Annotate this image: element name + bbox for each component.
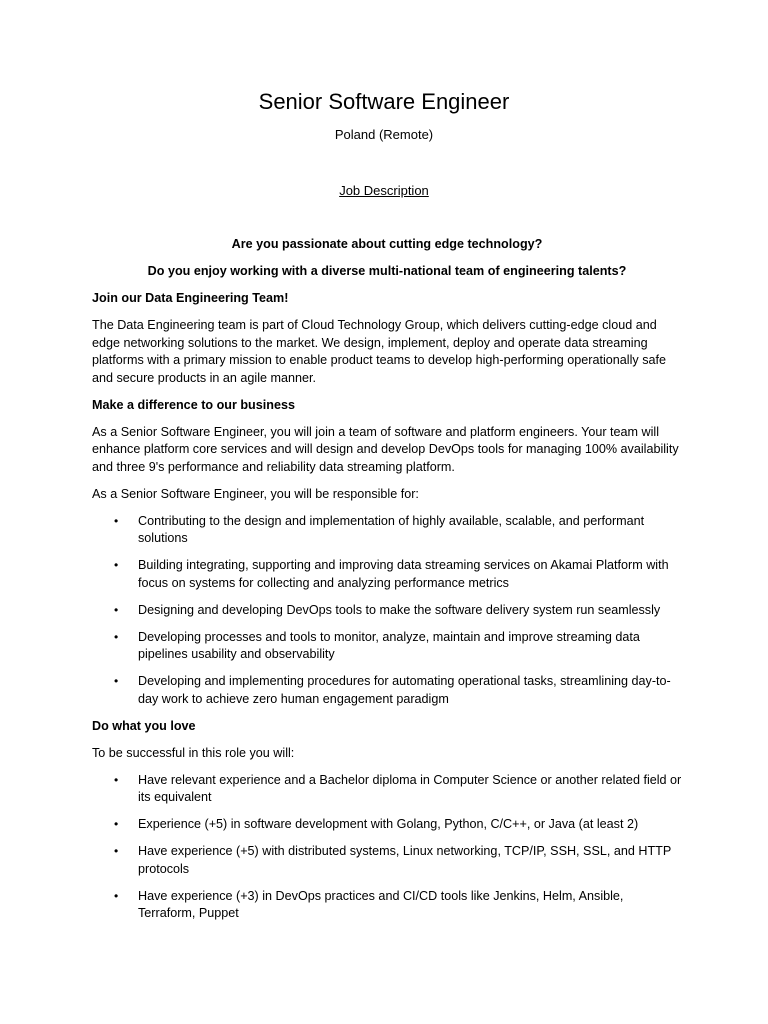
job-title: Senior Software Engineer [258, 89, 510, 114]
team-paragraph: The Data Engineering team is part of Cloud Technology Group, which delivers cutting-edge cloud and edge networking solutions to the market. We design, implement, deploy and operate data streaming platforms with a primary mission to enable product teams to develop high-performing operationally safe and secure products in an agile manner. [92, 318, 666, 385]
list-item [92, 602, 682, 620]
job-description-heading: Job Description [339, 183, 429, 198]
list-item [92, 673, 682, 708]
list-item-text: Have experience (+3) in DevOps practices and CI/CD tools like Jenkins, Helm, Ansible, Terraform, Puppet [138, 888, 624, 920]
bullet-icon: • [114, 674, 119, 688]
requirements-list [92, 772, 682, 923]
difference-heading: Make a difference to our business [92, 397, 295, 412]
list-item-text: Building integrating, supporting and improving data streaming services on Akamai Platform with focus on systems for collecting and analyzing performance metrics [138, 558, 669, 590]
list-item [92, 629, 682, 664]
list-item [92, 816, 682, 834]
bullet-icon: • [114, 817, 119, 831]
responsibilities-intro: As a Senior Software Engineer, you will be responsible for: [92, 486, 419, 501]
list-item [92, 772, 682, 807]
bullet-icon: • [114, 513, 119, 528]
bullet-icon: • [114, 772, 119, 787]
job-location: Poland (Remote) [334, 127, 434, 142]
list-item-text: Contributing to the design and implementation of highly available, scalable, and performant solutions [138, 513, 645, 545]
love-heading: Do what you love [92, 718, 196, 733]
intro-question: Are you passionate about cutting edge technology? [231, 237, 543, 251]
requirements-intro: To be successful in this role you will: [92, 745, 295, 760]
bullet-icon: • [114, 558, 119, 572]
bullet-icon: • [114, 844, 119, 858]
list-item [92, 843, 682, 878]
list-item-text: Developing processes and tools to monitor, analyze, maintain and improve streaming data pipelines usability and observability [138, 629, 640, 661]
intro-question: Do you enjoy working with a diverse multi-national team of engineering talents? [147, 264, 627, 278]
bullet-icon: • [114, 888, 119, 903]
list-item-text: Have relevant experience and a Bachelor diploma in Computer Science or another related field or its equivalent [138, 772, 682, 804]
team-heading: Join our Data Engineering Team! [92, 291, 289, 305]
list-item-text: Designing and developing DevOps tools to make the software delivery system run seamlessly [138, 602, 661, 617]
list-item [92, 888, 682, 923]
list-item-text: Experience (+5) in software development with Golang, Python, C/C++, or Java (at least 2) [138, 817, 639, 831]
list-item [92, 557, 682, 592]
responsibilities-list [92, 513, 682, 709]
list-item-text: Developing and implementing procedures for automating operational tasks, streamlining day-to-day work to achieve zero human engagement paradigm [138, 674, 671, 706]
list-item [92, 513, 682, 548]
list-item-text: Have experience (+5) with distributed systems, Linux networking, TCP/IP, SSH, SSL, and HTTP protocols [138, 844, 672, 876]
bullet-icon: • [114, 629, 119, 644]
document-body [92, 236, 682, 932]
bullet-icon: • [114, 602, 119, 617]
difference-paragraph: As a Senior Software Engineer, you will join a team of software and platform engineers. Your team will enhance platform core services and will design and develop DevOps tools for managing 100% availability and three 9's performance and reliability data streaming platform. [92, 424, 679, 474]
